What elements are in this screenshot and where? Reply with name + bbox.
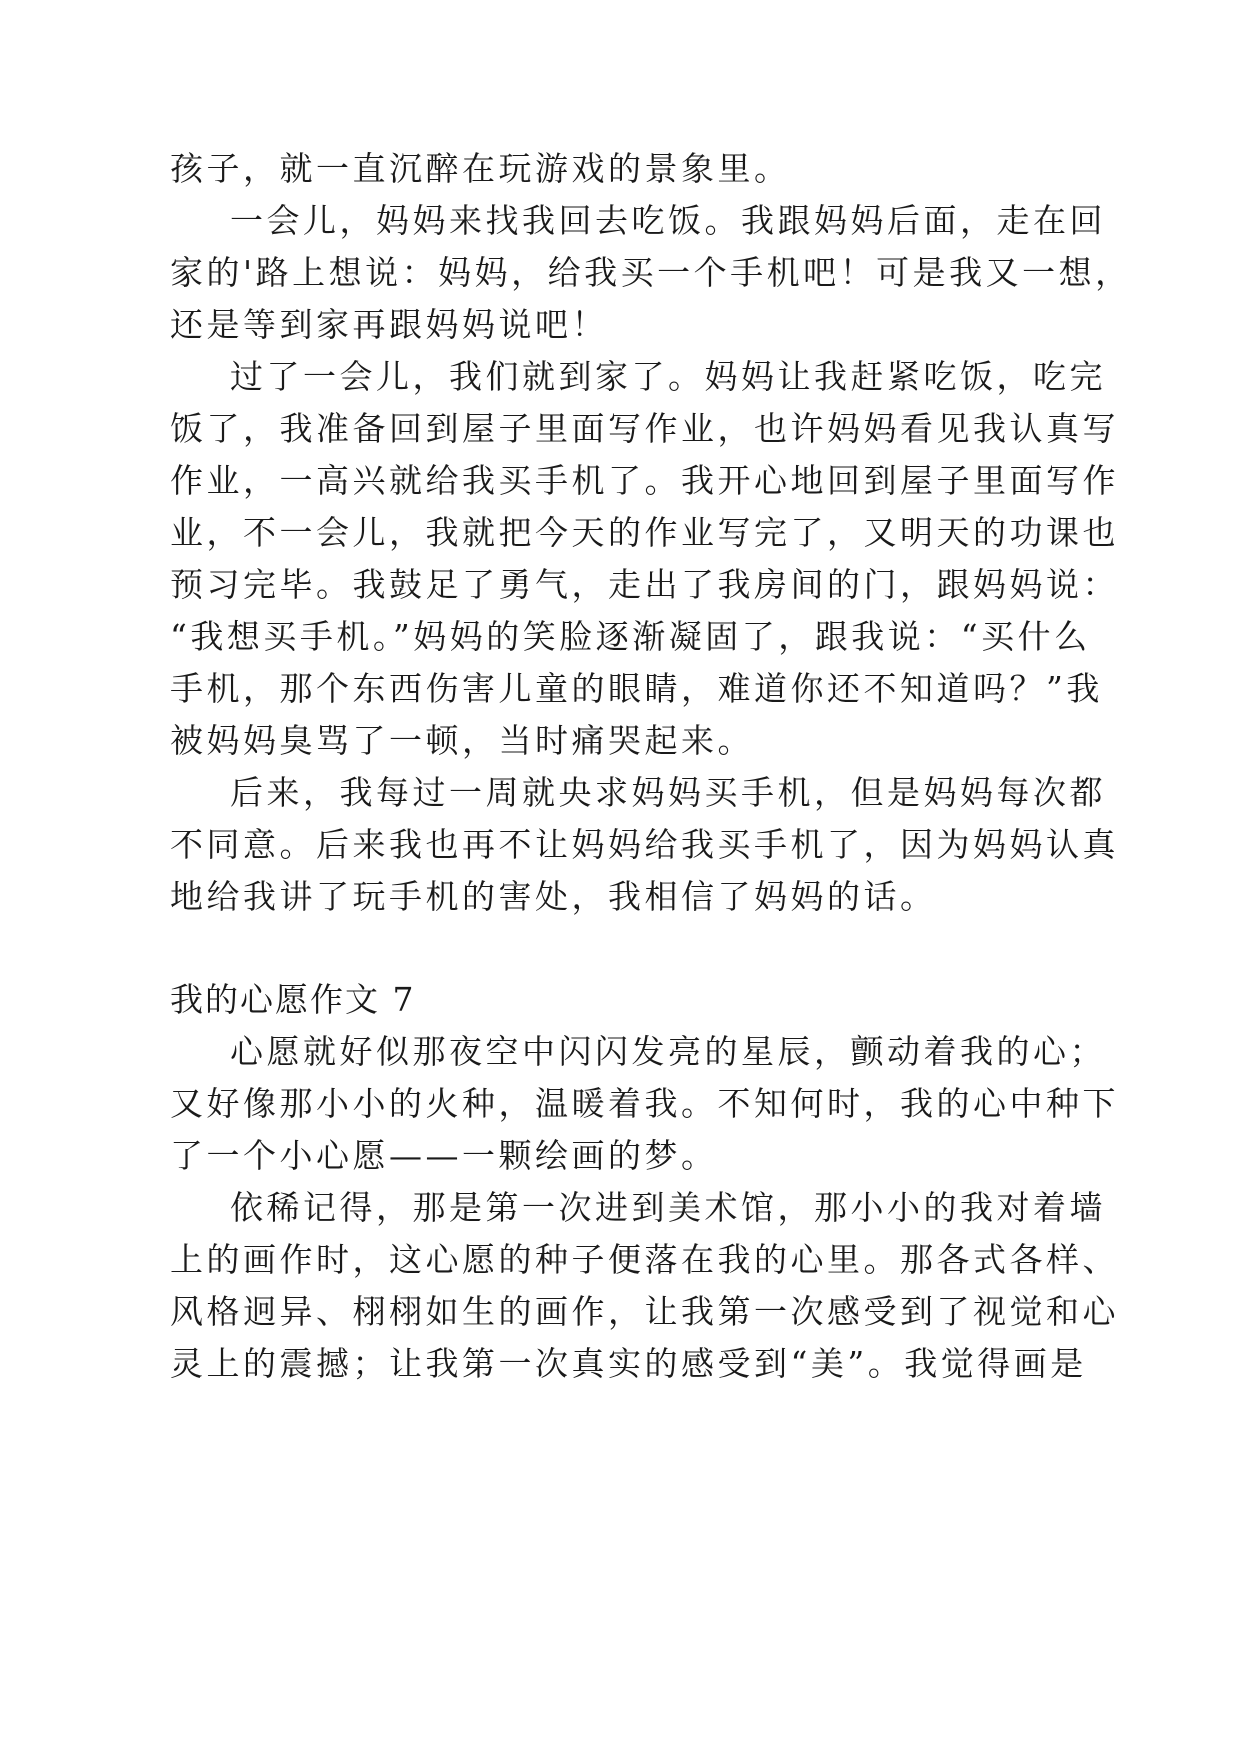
text-line: 作业，一高兴就给我买手机了。我开心地回到屋子里面写作 (170, 461, 1119, 500)
text-line: 孩子，就一直沉醉在玩游戏的景象里。 (170, 149, 791, 188)
paragraph-start-line: 一会儿，妈妈来找我回去吃饭。我跟妈妈后面，走在回 (230, 201, 1106, 240)
text-line: 上的画作时，这心愿的种子便落在我的心里。那各式各样、 (170, 1240, 1119, 1279)
paragraph-start-line: 依稀记得，那是第一次进到美术馆，那小小的我对着墙 (230, 1188, 1106, 1227)
text-line: 饭了，我准备回到屋子里面写作业，也许妈妈看见我认真写 (170, 409, 1119, 448)
text-line: 预习完毕。我鼓足了勇气，走出了我房间的门，跟妈妈说： (170, 565, 1119, 604)
text-line: 家的'路上想说：妈妈，给我买一个手机吧！可是我又一想， (170, 253, 1132, 292)
text-line: 还是等到家再跟妈妈说吧！ (170, 305, 608, 344)
text-line: 不同意。后来我也再不让妈妈给我买手机了，因为妈妈认真 (170, 825, 1119, 864)
paragraph-start-line: 心愿就好似那夜空中闪闪发亮的星辰，颤动着我的心； (230, 1032, 1106, 1071)
paragraph-start-line: 后来，我每过一周就央求妈妈买手机，但是妈妈每次都 (230, 773, 1106, 812)
text-line: 地给我讲了玩手机的害处，我相信了妈妈的话。 (170, 877, 937, 916)
text-line: “我想买手机。”妈妈的笑脸逐渐凝固了，跟我说：“买什么 (170, 617, 1091, 656)
text-line: 灵上的震撼；让我第一次真实的感受到“美”。我觉得画是 (170, 1344, 1087, 1383)
text-line: 风格迥异、栩栩如生的画作，让我第一次感受到了视觉和心 (170, 1292, 1119, 1331)
text-line: 了一个小心愿——一颗绘画的梦。 (170, 1136, 718, 1175)
text-line: 被妈妈臭骂了一顿，当时痛哭起来。 (170, 721, 754, 760)
text-line: 又好像那小小的火种，温暖着我。不知何时，我的心中种下 (170, 1084, 1119, 1123)
text-line: 手机，那个东西伤害儿童的眼睛，难道你还不知道吗？”我 (170, 669, 1103, 708)
text-line: 业，不一会儿，我就把今天的作业写完了，又明天的功课也 (170, 513, 1119, 552)
paragraph-start-line: 过了一会儿，我们就到家了。妈妈让我赶紧吃饭，吃完 (230, 357, 1106, 396)
section-heading: 我的心愿作文 7 (170, 980, 416, 1019)
